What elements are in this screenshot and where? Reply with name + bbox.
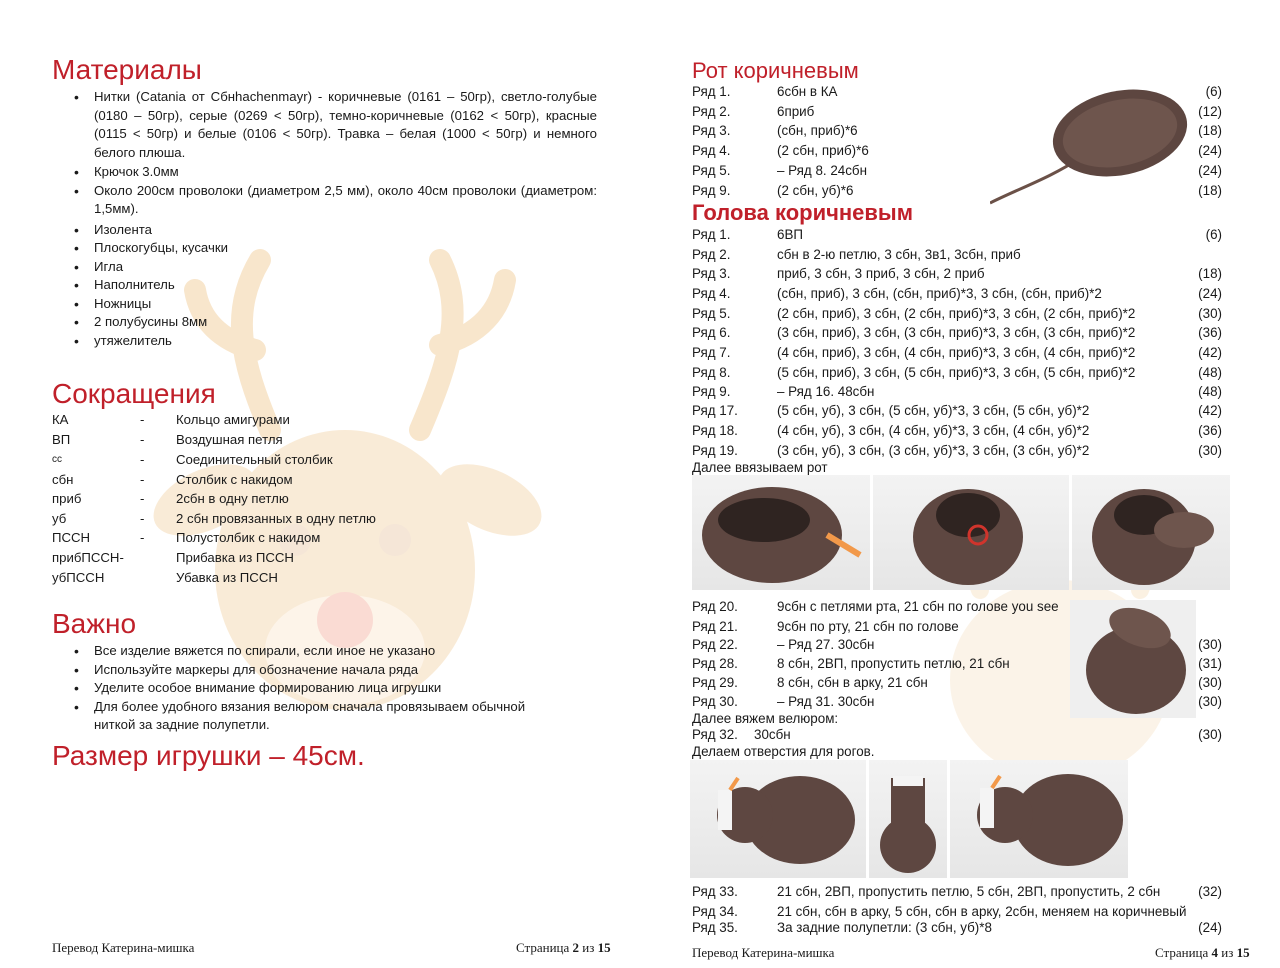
table-row: Ряд 34. 21 сбн, сбн в арку, 5 сбн, сбн в арку, 2сбн, меняем на коричневый [692,904,1187,919]
crochet-head-icon [873,475,1069,590]
table-row: Ряд 35. За задние полупетли: (3 сбн, уб)*8 (24) [692,920,1222,935]
important-title: Важно [52,608,137,639]
photo-head-mouth [1070,600,1196,718]
crochet-head-icon [1070,600,1196,718]
list-item: • Около 200см проволоки (диаметром 2,5 мм), около 40см проволоки (диаметром: 1,5мм). [52,182,597,221]
list-item: • 2 полубусины 8мм [52,313,597,332]
table-row: Ряд 7. (4 сбн, приб), 3 сбн, (4 сбн, приб)*3, 3 сбн, (4 сбн, приб)*2 (42) [692,345,1222,360]
photo-head-2 [873,475,1069,590]
list-item: • Нитки (Catania от Cбнhachenmayr) - коричневые (0161 – 50гр), светло-голубые (0180 – 50гр), серые (0269 < 50гр), темно-коричневые (0162 < 50гр), красные (0115 < 50гр) и белые (0106 < 50гр). Травка – белая (1000 < 50гр) и немного белого плюша. [52,88,597,163]
list-item: • Все изделие вяжется по спирали, если иное не указано [52,642,562,661]
right-page [640,0,1280,968]
table-row: Ряд 22. – Ряд 27. 30сбн (30) [692,637,1222,652]
toy-size-heading: Размер игрушки – 45см. [52,740,365,771]
table-row: Ряд 28. 8 сбн, 2ВП, пропустить петлю, 21 сбн (31) [692,656,1222,671]
footer-translator: Перевод Катерина-мишка [52,940,195,955]
crochet-head-icon [1072,475,1230,590]
materials-title: Материалы [52,54,202,85]
photo-horn-holes-1 [690,760,866,878]
note-velour: Далее вяжем велюром: [692,711,839,726]
footer-translator: Перевод Катерина-мишка [692,945,835,960]
table-row: Ряд 17. (5 сбн, уб), 3 сбн, (5 сбн, уб)*3, 3 сбн, (5 сбн, уб)*2 (42) [692,403,1222,418]
abbreviations-title: Сокращения [52,378,216,409]
list-item: • Наполнитель [52,276,597,295]
list-item: • Изолента [52,221,597,240]
crochet-head-icon [690,760,866,878]
footer-page-number: Страница 2 из 15 [516,940,611,955]
head-title: Голова коричневым [692,200,913,225]
table-row: Ряд 3. приб, 3 сбн, 3 приб, 3 сбн, 2 приб (18) [692,266,1222,281]
table-row: Ряд 9. (2 сбн, уб)*6 (18) [692,183,1222,198]
table-row: Ряд 2. сбн в 2-ю петлю, 3 сбн, 3в1, 3сбн, приб [692,247,1021,262]
table-row: Ряд 30. – Ряд 31. 30сбн (30) [692,694,1222,709]
table-row: Ряд 33. 21 сбн, 2ВП, пропустить петлю, 5 сбн, 2ВП, пропустить, 2 сбн (32) [692,884,1222,899]
table-row: Ряд 5. (2 сбн, приб), 3 сбн, (2 сбн, приб)*3, 3 сбн, (2 сбн, приб)*2 (30) [692,306,1222,321]
table-row: Ряд 6. (3 сбн, приб), 3 сбн, (3 сбн, приб)*3, 3 сбн, (3 сбн, приб)*2 (36) [692,325,1222,340]
table-row: Ряд 9. – Ряд 16. 48сбн (48) [692,384,1222,399]
list-item: • Уделите особое внимание формированию лица игрушки [52,679,562,698]
table-row: Ряд 4. (сбн, приб), 3 сбн, (сбн, приб)*3, 3 сбн, (сбн, приб)*2 (24) [692,286,1222,301]
crochet-head-icon [869,760,947,878]
table-row: Ряд 1. 6сбн в КА (6) [692,84,1222,99]
list-item: • Для более удобного вязания велюром сначала провязываем обычной ниткой за задние полупетли. [52,698,562,735]
mouth-title: Рот коричневым [692,58,859,83]
note-horns: Делаем отверстия для рогов. [692,744,875,759]
list-item: • Ножницы [52,295,597,314]
photo-horn-holes-2 [869,760,947,878]
crochet-head-icon [950,760,1128,878]
materials-list [52,88,597,350]
table-row: Ряд 4. (2 сбн, приб)*6 (24) [692,143,1222,158]
left-page: Материалы • Нитки (Catania от Cбнhachenmayr) - коричневые (0161 – 50гр), светло-голубые (0180 – 50гр), серые (0269 < 50гр), темно-коричневые (0162 < 50гр), красные (0115 < 50гр) и белые (0106 < 50гр). Травка – белая (1000 < 50гр) и немного белого плюша. • Крючок 3.0мм • Около 200см проволоки (диаметром 2,5 мм), около 40см проволоки (диаметром: 1,5мм). • Изолента • Плоскогубцы, кусачки • Игла • Наполнитель • Ножницы • 2 полубусины 8мм • утяжелитель Сокращения КА - Кольцо амигурами ВП - Воздушная петля сс - Соединительный столбик сбн - Столбик с накидом приб - 2сбн в одну петлю уб - 2 сбн провязанных в одну петлю ПССН - Полустолбик с накидом прибПССН- Прибавка из ПССН убПССН Убавка из ПССН Важно • Все изделие вяжется по спирали, если иное не указано • Используйте маркеры для обозначение начала ряда • Уделите особое внимание формированию лица игрушки • Для более удобного вязания велюром сначала провязываем обычной ниткой за задние полупетли. Размер игрушки – 45см. Перевод Катерина-мишка Страница 2 из 15 [0,0,640,968]
table-row: Ряд 3. (сбн, приб)*6 (18) [692,123,1222,138]
table-row: Ряд 19. (3 сбн, уб), 3 сбн, (3 сбн, уб)*3, 3 сбн, (3 сбн, уб)*2 (30) [692,443,1222,458]
list-item: • Крючок 3.0мм [52,163,597,182]
table-row: Ряд 21. 9сбн по рту, 21 сбн по голове [692,619,959,634]
table-row: Ряд 18. (4 сбн, уб), 3 сбн, (4 сбн, уб)*3, 3 сбн, (4 сбн, уб)*2 (36) [692,423,1222,438]
table-row: Ряд 2. 6приб (12) [692,104,1222,119]
table-row: Ряд 5. – Ряд 8. 24сбн (24) [692,163,1222,178]
note-mouth: Далее ввязываем рот [692,460,828,475]
mouth-photo [990,88,1200,208]
list-item: • Игла [52,258,597,277]
table-row: Ряд 1. 6ВП (6) [692,227,1222,242]
table-row: Ряд 32. 30сбн (30) [692,727,1222,742]
table-row: Ряд 29. 8 сбн, сбн в арку, 21 сбн (30) [692,675,1222,690]
photo-horn-holes-3 [950,760,1128,878]
footer-page-number: Страница 4 из 15 [1155,945,1250,960]
table-row: Ряд 20. 9сбн с петлями рта, 21 сбн по голове you see [692,599,1059,614]
list-item: • Используйте маркеры для обозначение начала ряда [52,661,562,680]
photo-head-3 [1072,475,1230,590]
crochet-head-icon [692,475,870,590]
table-row: Ряд 8. (5 сбн, приб), 3 сбн, (5 сбн, приб)*3, 3 сбн, (5 сбн, приб)*2 (48) [692,365,1222,380]
important-list [52,642,562,735]
list-item: • Плоскогубцы, кусачки [52,239,597,258]
photo-head-1 [692,475,870,590]
list-item: • утяжелитель [52,332,597,351]
